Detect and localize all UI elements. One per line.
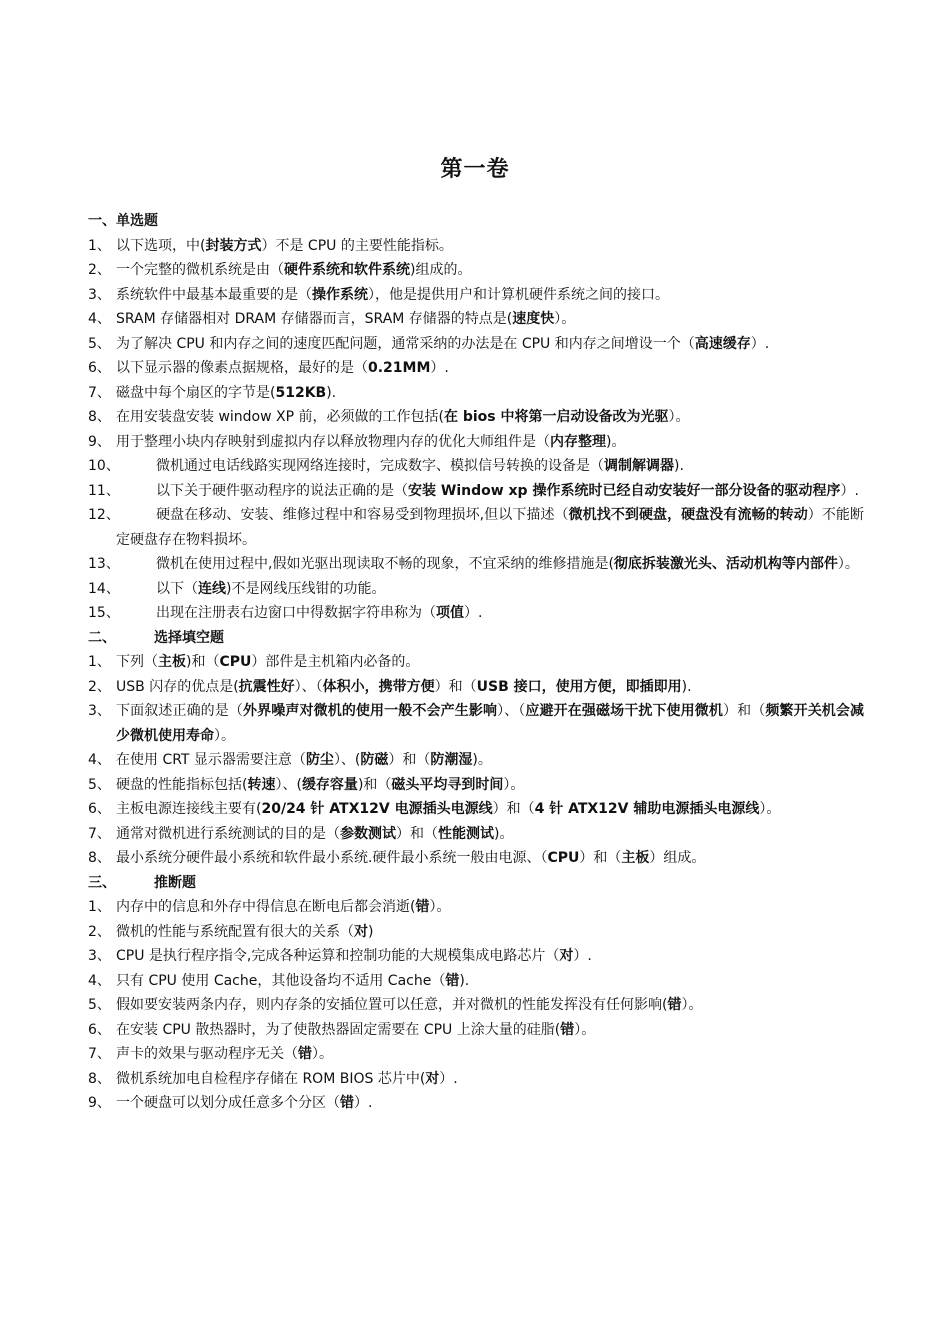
question-text [116,1091,864,1116]
answer-text: 调制解调器 [604,458,674,474]
question-number: 8、 [88,850,111,866]
answer-text: 速度快 [512,311,555,327]
answer-text: 高速缓存 [694,335,751,352]
question-number: 14、 [88,580,120,597]
answer-text: CPU [219,654,252,670]
question-text [116,675,864,700]
question-number: 7、 [88,1046,111,1062]
question-fragment: ）和（ [492,801,535,817]
question-fragment: 微机的性能与系统配置有很大的关系（ [116,923,354,940]
question-text [116,846,864,871]
question-fragment: ）组成。 [649,850,706,866]
question-item [88,944,864,969]
question-number: 4、 [88,972,111,989]
answer-text: 防潮湿 [430,752,473,768]
question-fragment: 系统软件中最基本最重要的是（ [116,286,312,303]
question-fragment: )不是网线压线钳的功能。 [226,580,386,597]
question-text [116,234,864,259]
question-item [88,258,864,283]
question-number: 9、 [88,433,111,450]
question-item [88,969,864,994]
answer-text: 参数测试 [340,825,396,842]
question-number: 2、 [88,678,111,695]
answer-text: 外界噪声对微机的使用一般不会产生影响 [243,703,498,719]
question-list [88,209,864,1116]
question-text [116,920,864,945]
question-fragment: ）、( [333,752,361,768]
question-fragment: 一个完整的微机系统是由（ [116,262,284,278]
question-text [116,699,864,748]
question-item [88,797,864,822]
question-fragment: ）和（ [723,703,766,719]
question-fragment: 以下显示器的像素点据规格，最好的是（ [116,360,368,376]
question-number: 5、 [88,335,111,352]
question-fragment: ）、（ [294,678,323,695]
answer-text: 主板 [158,654,186,670]
question-fragment: 一个硬盘可以划分成任意多个分区（ [116,1095,340,1111]
page-title: 第一卷 [440,157,510,182]
question-fragment: ) [368,923,374,940]
answer-text: 512KB [275,384,327,401]
question-number: 7、 [88,825,111,842]
question-fragment: ). [681,678,692,695]
question-text [116,601,864,626]
section-heading [88,871,864,896]
question-fragment: 微机通过电话线路实现网络连接时，完成数字、模拟信号转换的设备是（ [156,458,604,474]
question-text [116,773,864,798]
question-fragment: 微机在使用过程中,假如光驱出现读取不畅的现象，不宜采纳的维修措施是( [156,556,614,572]
section-number: 一、 [88,213,116,229]
question-fragment: 用于整理小块内存映射到虚拟内存以释放物理内存的优化大师组件是（ [116,433,550,450]
answer-text: 对 [354,923,368,940]
question-fragment: )。 [606,433,626,450]
question-number: 8、 [88,409,111,425]
question-text [116,1042,864,1067]
question-number: 11、 [88,482,120,499]
question-fragment: 以下关于硬件驱动程序的说法正确的是（ [156,482,408,499]
question-fragment: 磁盘中每个扇区的字节是( [116,384,276,401]
question-text [116,993,864,1018]
answer-text: 错 [667,997,682,1013]
question-item [88,381,864,406]
answer-text: CPU [547,850,580,866]
question-item [88,748,864,773]
question-fragment: ）、（ [497,703,526,719]
question-fragment: ）不是 CPU 的主要性能指标。 [261,237,453,254]
question-fragment: ). [459,972,470,989]
question-number: 6、 [88,1021,111,1038]
question-item [88,234,864,259]
question-fragment: 以下（ [156,580,198,597]
answer-text: 彻底拆装激光头、活动机构等内部件 [613,556,838,572]
question-number: 3、 [88,948,111,964]
answer-text: 错 [340,1095,354,1111]
question-fragment: ）. [840,482,859,499]
question-text [116,356,864,381]
answer-text: 微机找不到硬盘，硬盘没有流畅的转动 [568,507,808,523]
question-number: 5、 [88,776,111,793]
question-text [116,454,864,479]
question-item [88,1042,864,1067]
question-fragment: ）和（ [396,825,438,842]
answer-text: 错 [560,1021,575,1038]
question-fragment: 下列（ [116,654,158,670]
question-item [88,1018,864,1043]
answer-text: 性能测试 [438,825,494,842]
question-fragment: )组成的。 [410,262,472,278]
question-fragment: 硬盘在移动、安装、维修过程中和容易受到物理损坏,但以下描述（ [156,507,569,523]
question-fragment: )和（ [186,654,220,670]
question-item [88,405,864,430]
question-number: 5、 [88,997,111,1013]
question-number: 1、 [88,654,111,670]
question-text [116,577,864,602]
question-number: 9、 [88,1095,111,1111]
question-fragment: ）. [573,948,592,964]
question-text [116,944,864,969]
question-item [88,430,864,455]
question-item [88,699,864,748]
question-item [88,454,864,479]
answer-text: 缓存容量 [301,776,358,793]
question-fragment: ）。 [574,1021,596,1038]
question-item [88,479,864,504]
question-item [88,503,864,552]
question-fragment: )。 [472,752,492,768]
question-text [116,405,864,430]
answer-text: 防磁 [360,752,389,768]
answer-text: 连线 [198,580,226,597]
question-item [88,356,864,381]
answer-text: 对 [559,948,574,964]
section-heading [88,209,864,234]
answer-text: 错 [415,899,430,915]
question-text [116,822,864,847]
question-number: 2、 [88,923,111,940]
answer-text: 体积小，携带方便 [322,678,435,695]
question-fragment: ）。 [554,311,576,327]
question-item [88,283,864,308]
question-fragment: ）。 [214,727,235,744]
question-item [88,993,864,1018]
answer-text: 错 [445,972,460,989]
answer-text: 在 bios 中将第一启动设备改为光驱 [443,409,669,425]
answer-text: 主板 [621,850,650,866]
question-fragment: ）. [750,335,770,352]
section-heading [88,626,864,651]
question-fragment: ). [326,384,337,401]
question-item [88,577,864,602]
answer-text: 应避开在强磁场干扰下使用微机 [525,703,724,719]
question-fragment: 在使用 CRT 显示器需要注意（ [116,752,306,768]
question-number: 1、 [88,237,111,254]
question-fragment: ）. [439,1070,458,1087]
question-fragment: 微机系统加电自检程序存储在 ROM BIOS 芯片中( [116,1070,426,1087]
question-fragment: ）。 [681,997,703,1013]
question-number: 13、 [88,556,120,572]
question-fragment: SRAM 存储器相对 DRAM 存储器而言，SRAM 存储器的特点是( [116,311,513,327]
question-number: 4、 [88,311,111,327]
answer-text: 磁头平均寻到时间 [391,776,504,793]
question-text [116,258,864,283]
question-fragment: ）。 [668,409,690,425]
question-fragment: ）部件是主机箱内必备的。 [251,654,420,670]
question-fragment: 硬盘的性能指标包括( [116,776,248,793]
section-label: 推断题 [154,874,196,891]
question-number: 1、 [88,899,111,915]
answer-text: 4 针 ATX12V 辅助电源插头电源线 [534,801,760,817]
question-item [88,822,864,847]
question-text [116,895,864,920]
question-fragment: 以下选项，中( [116,237,206,254]
question-fragment: 在安装 CPU 散热器时，为了使散热器固定需要在 CPU 上涂大量的硅脂( [116,1021,561,1038]
question-number: 10、 [88,458,120,474]
question-number: 6、 [88,801,111,817]
answer-text: 封装方式 [205,237,262,254]
question-fragment: ）. [430,360,449,376]
answer-text: 项值 [436,605,464,621]
question-number: 7、 [88,384,111,401]
question-item [88,1091,864,1116]
question-fragment: ）。 [312,1046,333,1062]
answer-text: 硬件系统和软件系统 [284,262,410,278]
question-number: 6、 [88,360,111,376]
answer-text: 对 [425,1070,440,1087]
question-number: 15、 [88,605,120,621]
question-fragment: 通常对微机进行系统测试的目的是（ [116,825,340,842]
question-text [116,1067,864,1092]
question-item [88,846,864,871]
question-item [88,1067,864,1092]
question-fragment: )和（ [357,776,392,793]
answer-text: 防尘 [305,752,334,768]
question-text [116,650,864,675]
answer-text: 内存整理 [550,433,606,450]
question-fragment: 内存中的信息和外存中得信息在断电后都会消逝( [116,899,416,915]
answer-text: 0.21MM [368,360,431,376]
question-fragment: 为了解决 CPU 和内存之间的速度匹配问题，通常采纳的办法是在 CPU 和内存之间增设一个（ [116,335,695,352]
question-text [116,332,864,357]
question-fragment: ）、( [275,776,302,793]
question-text [116,797,864,822]
question-fragment: ）。 [503,776,525,793]
answer-text: 20/24 针 ATX12V 电源插头电源线 [261,801,493,817]
question-item [88,895,864,920]
question-text [116,283,864,308]
question-text [116,479,864,504]
answer-text: 频繁开关机会减少微机使用寿命 [116,703,865,744]
section-label: 选择填空题 [154,629,224,646]
answer-text: 抗震性好 [238,678,295,695]
question-fragment: ）. [354,1095,373,1111]
answer-text: 转速 [247,776,276,793]
question-item [88,675,864,700]
question-text [116,503,864,552]
question-fragment: 主板电源连接线主要有( [116,801,262,817]
question-item [88,920,864,945]
question-item [88,332,864,357]
question-fragment: ）和（ [434,678,477,695]
question-fragment: USB 闪存的优点是( [116,678,239,695]
question-number: 3、 [88,286,111,303]
question-item [88,650,864,675]
question-number: 4、 [88,752,111,768]
question-fragment: ），他是提供用户和计算机硬件系统之间的接口。 [368,286,669,303]
answer-text: 操作系统 [312,286,368,303]
question-fragment: 下面叙述正确的是（ [116,703,244,719]
question-item [88,552,864,577]
question-fragment: ）和（ [388,752,431,768]
answer-text: 安装 Window xp 操作系统时已经自动安装好一部分设备的驱动程序 [408,482,841,499]
question-number: 8、 [88,1070,111,1087]
question-text [116,748,864,773]
question-text [116,1018,864,1043]
question-number: 12、 [88,507,120,523]
question-fragment: CPU 是执行程序指令,完成各种运算和控制功能的大规模集成电路芯片（ [116,948,560,964]
section-number: 二、 [88,629,116,646]
answer-text: 错 [298,1046,312,1062]
question-fragment: ）不能断定硬盘存在物料损坏。 [116,507,865,548]
section-label: 单选题 [116,213,158,229]
question-text [116,430,864,455]
question-number: 3、 [88,703,111,719]
question-fragment: ). [674,458,684,474]
question-text [116,307,864,332]
question-fragment: )。 [494,825,514,842]
question-text [116,381,864,406]
question-fragment: ）。 [429,899,451,915]
question-item [88,601,864,626]
question-fragment: ）和（ [579,850,622,866]
question-number: 2、 [88,262,111,278]
question-fragment: 只有 CPU 使用 Cache，其他设备均不适用 Cache（ [116,972,446,989]
section-number: 三、 [88,874,116,891]
question-fragment: ）。 [759,801,781,817]
question-item [88,773,864,798]
question-item [88,307,864,332]
question-text [116,552,864,577]
question-text [116,969,864,994]
answer-text: USB 接口，使用方便，即插即用 [476,678,682,695]
question-fragment: 出现在注册表右边窗口中得数据字符串称为（ [156,605,436,621]
question-fragment: 假如要安装两条内存，则内存条的安插位置可以任意，并对微机的性能发挥没有任何影响( [116,997,668,1013]
question-fragment: 声卡的效果与驱动程序无关（ [116,1046,298,1062]
question-fragment: 在用安装盘安装 window XP 前，必须做的工作包括( [116,409,444,425]
question-fragment: 最小系统分硬件最小系统和软件最小系统.硬件最小系统一般由电源、（ [116,850,548,866]
question-fragment: ）。 [837,556,859,572]
question-fragment: ）. [464,605,483,621]
